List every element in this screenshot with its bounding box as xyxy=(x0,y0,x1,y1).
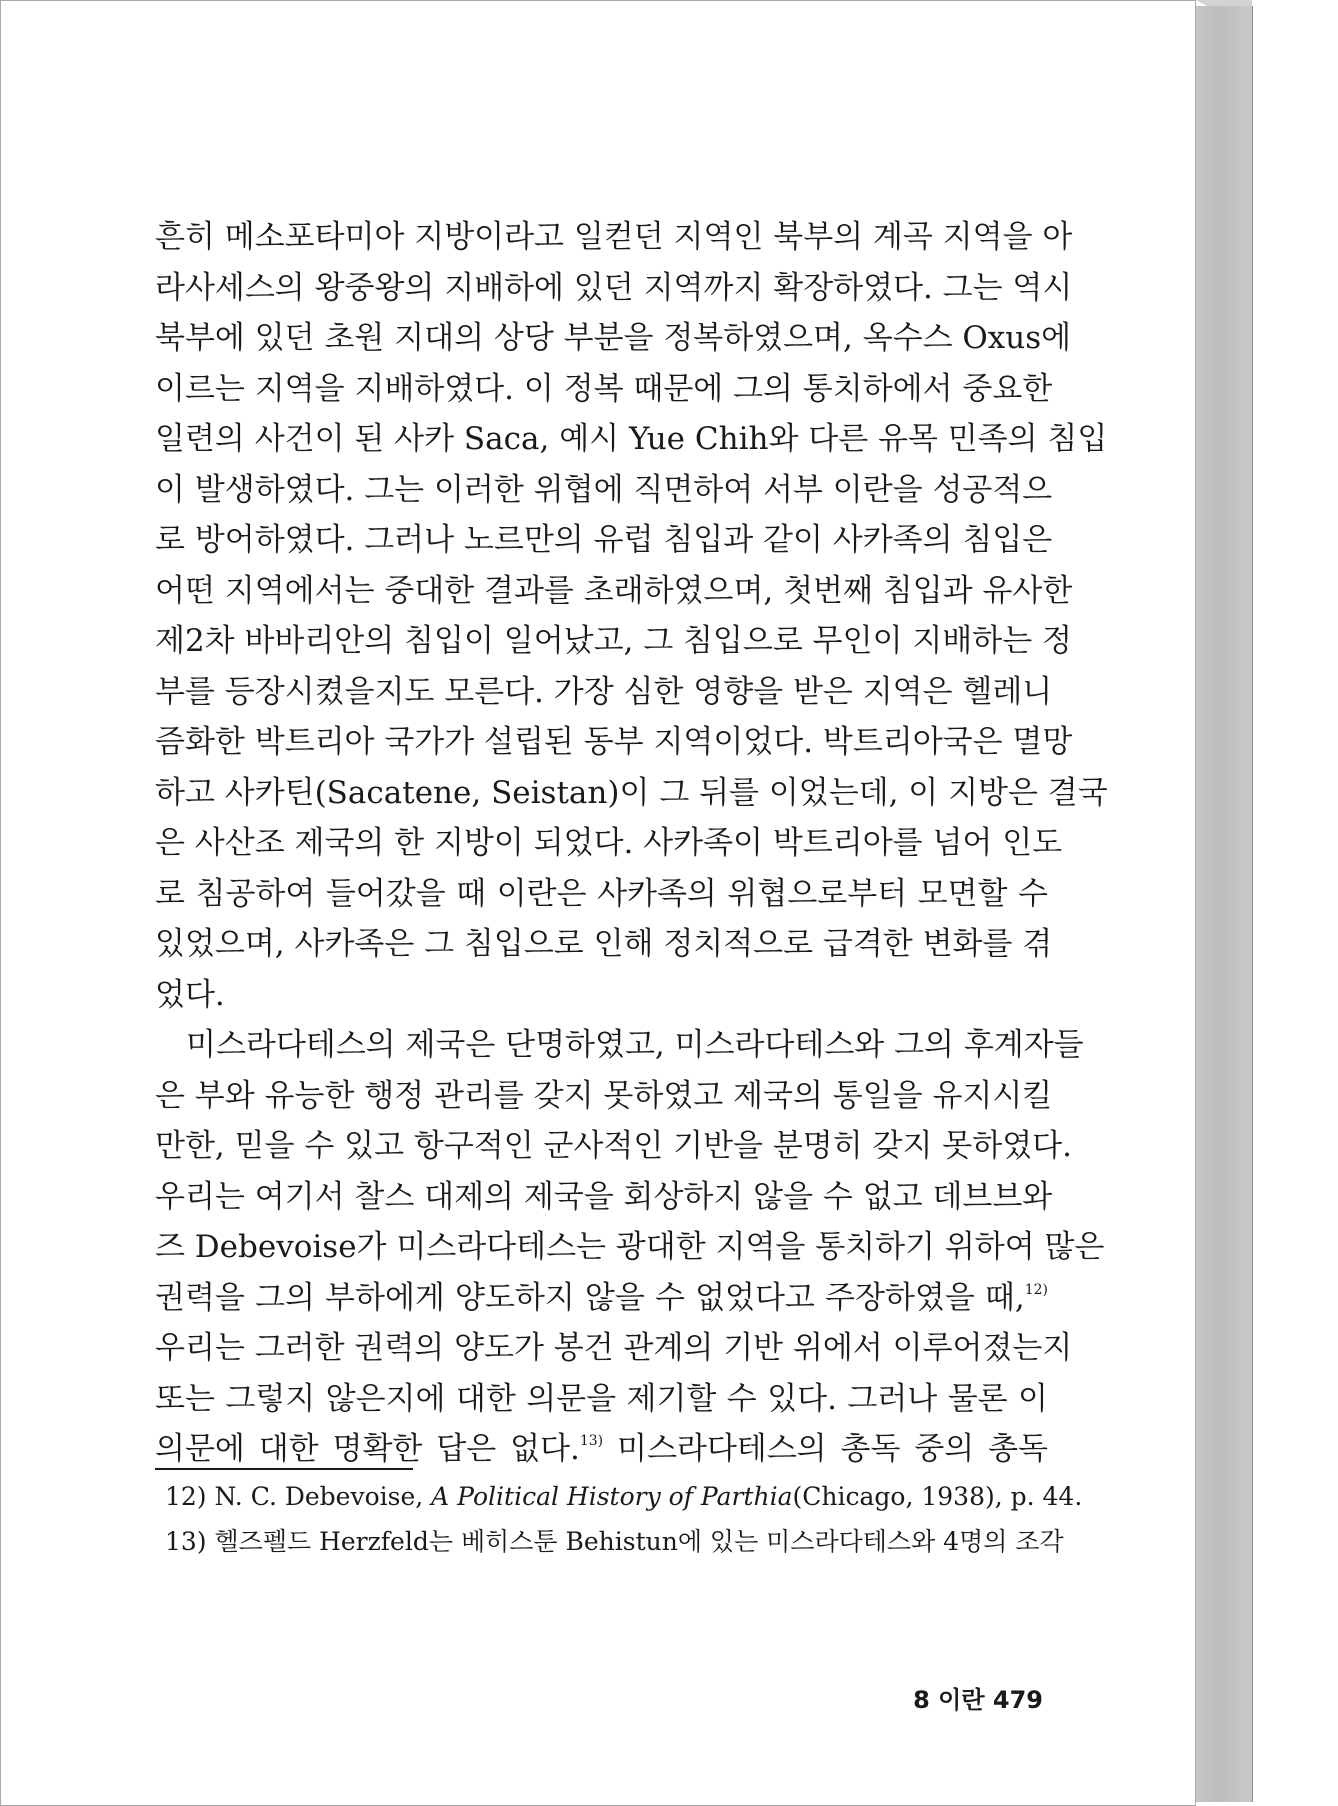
text-line: 은 부와 유능한 행정 관리를 갖지 못하였고 제국의 통일을 유지시킬 xyxy=(155,1077,1053,1114)
text-line: 미스라다테스의 제국은 단명하였고, 미스라다테스와 그의 후계자들 xyxy=(186,1027,1084,1063)
footnote-number: 13) xyxy=(165,1527,207,1556)
text-line: 로 방어하였다. 그러나 노르만의 유럽 침입과 같이 사카족의 침입은 xyxy=(155,522,1053,558)
text-line: 우리는 여기서 찰스 대제의 제국을 회상하지 않을 수 없고 데브브와 xyxy=(155,1178,1053,1215)
footnote-text: N. C. Debevoise, xyxy=(214,1482,432,1511)
text-line xyxy=(155,1424,1048,1475)
text-line: 제2차 바바리안의 침입이 일어났고, 그 침입으로 무인이 지배하는 정 xyxy=(155,623,1072,659)
footnote-text: (Chicago, 1938), p. 44. xyxy=(792,1482,1083,1511)
text-line: 로 침공하여 들어갔을 때 이란은 사카족의 위협으로부터 모면할 수 xyxy=(155,875,1048,912)
text-line: 만한, 믿을 수 있고 항구적인 군사적인 기반을 분명히 갖지 못하였다. xyxy=(155,1128,1072,1164)
footnote-title: A Political History of Parthia xyxy=(431,1482,793,1511)
page-number: 8 이란 479 xyxy=(913,1686,1043,1714)
text-line: 었다. xyxy=(155,976,225,1013)
footnote-12 xyxy=(165,1482,1083,1511)
book-spine xyxy=(1196,6,1253,1802)
text-line: 이 발생하였다. 그는 이러한 위협에 직면하여 서부 이란을 성공적으 xyxy=(155,471,1053,508)
text-line: 부를 등장시켰을지도 모른다. 가장 심한 영향을 받은 지역은 헬레니 xyxy=(155,673,1053,710)
text-line-content: 미스라다테스의 총독 중의 총독 xyxy=(617,1431,1048,1467)
text-line: 일련의 사건이 된 사카 Saca, 예시 Yue Chih와 다른 유목 민족의 침입 xyxy=(155,421,1108,457)
text-line: 어떤 지역에서는 중대한 결과를 초래하였으며, 첫번째 침입과 유사한 xyxy=(155,572,1073,609)
text-line: 있었으며, 사카족은 그 침입으로 인해 정치적으로 급격한 변화를 겪 xyxy=(155,926,1053,962)
footnote-rule xyxy=(155,1468,413,1470)
text-line: 즘화한 박트리아 국가가 설립된 동부 지역이었다. 박트리아국은 멸망 xyxy=(155,724,1073,760)
footnote-text: 헬즈펠드 Herzfeld는 베히스툰 Behistun에 있는 미스라다테스와 4명의 조각 xyxy=(214,1527,1064,1556)
footnote-number: 12) xyxy=(165,1482,207,1511)
text-line: 은 사산조 제국의 한 지방이 되었다. 사카족이 박트리아를 넘어 인도 xyxy=(155,825,1063,861)
footnote-13 xyxy=(165,1522,1064,1558)
body-text xyxy=(155,212,1108,1475)
text-line: 라사세스의 왕중왕의 지배하에 있던 지역까지 확장하였다. 그는 역시 xyxy=(155,269,1073,306)
text-line-content: 의문에 대한 명확한 답은 없다. xyxy=(155,1431,580,1467)
text-line: 북부에 있던 초원 지대의 상당 부분을 정복하였으며, 옥수스 Oxus에 xyxy=(155,320,1072,356)
text-line: 또는 그렇지 않은지에 대한 의문을 제기할 수 있다. 그러나 물론 이 xyxy=(155,1380,1048,1417)
text-line: 우리는 그러한 권력의 양도가 봉건 관계의 기반 위에서 이루어졌는지 xyxy=(155,1330,1073,1366)
text-line: 이르는 지역을 지배하였다. 이 정복 때문에 그의 통치하에서 중요한 xyxy=(155,370,1053,407)
text-line: 하고 사카틴(Sacatene, Seistan)이 그 뒤를 이었는데, 이 지방은 결국 xyxy=(155,774,1108,811)
footnote-ref: 12) xyxy=(1024,1281,1048,1298)
text-line: 즈 Debevoise가 미스라다테스는 광대한 지역을 통치하기 위하여 많은 xyxy=(155,1229,1105,1265)
text-line xyxy=(155,1273,1048,1324)
text-line: 흔히 메소포타미아 지방이라고 일컫던 지역인 북부의 계곡 지역을 아 xyxy=(155,219,1073,255)
footnote-ref: 13) xyxy=(579,1433,604,1449)
text-line-content: 권력을 그의 부하에게 양도하지 않을 수 없었다고 주장하였을 때, xyxy=(155,1279,1025,1316)
